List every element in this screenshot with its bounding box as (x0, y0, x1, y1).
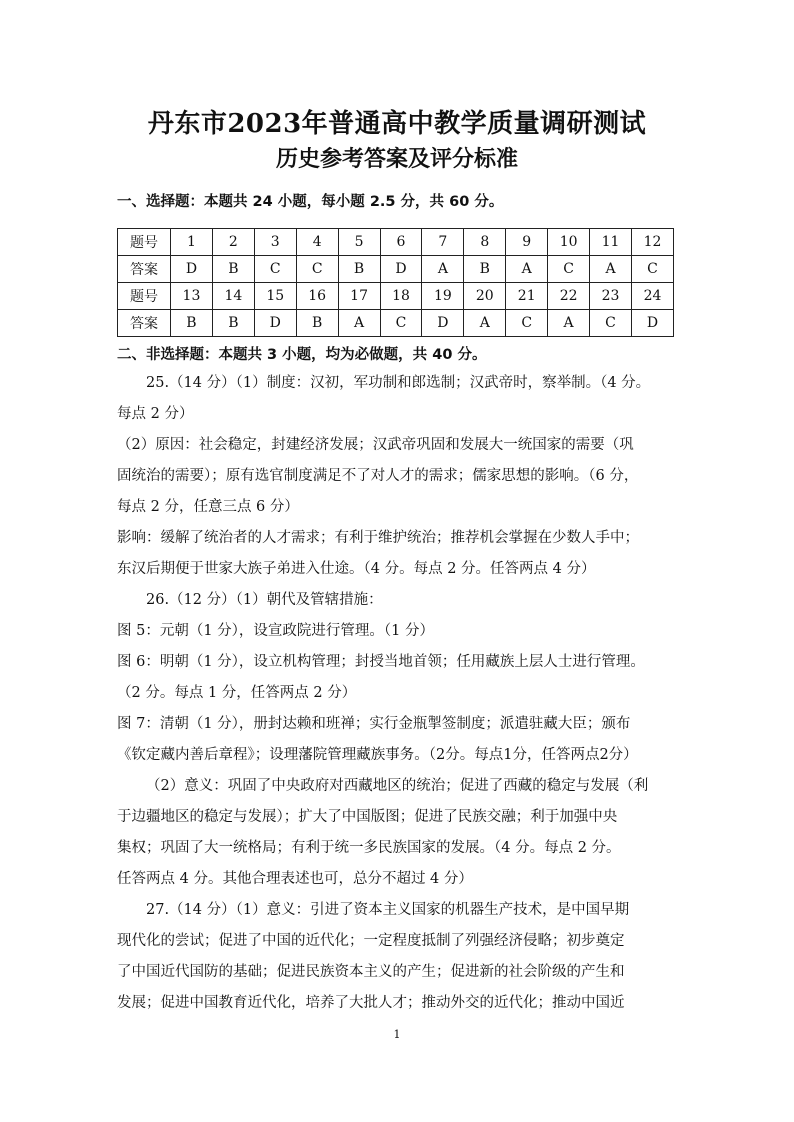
question-number: 14 (212, 283, 254, 310)
answer-cell: A (506, 256, 548, 283)
answer-cell: D (422, 310, 464, 337)
question-number: 17 (338, 283, 380, 310)
table-row (118, 256, 674, 283)
answer-cell: D (380, 256, 422, 283)
question-number: 11 (590, 229, 632, 256)
question-number: 10 (548, 229, 590, 256)
question-number: 5 (338, 229, 380, 256)
answer-cell: C (380, 310, 422, 337)
question-number: 16 (296, 283, 338, 310)
answer-cell: A (338, 310, 380, 337)
answer-cell: A (548, 310, 590, 337)
table-row (118, 310, 674, 337)
answer-cell: D (631, 310, 673, 337)
text-line: 影响：缓解了统治者的人才需求；有利于维护统治；推荐机会掌握在少数人手中； (117, 530, 639, 546)
document-title: 丹东市2023年普通高中教学质量调研测试 (147, 109, 647, 139)
table-row-label: 题号 (118, 229, 171, 256)
text-line: 26.（12 分）（1）朝代及管辖措施： (146, 592, 383, 608)
question-number: 24 (631, 283, 673, 310)
text-line: 每点 2 分，任意三点 6 分） (117, 499, 299, 515)
answer-cell: B (212, 256, 254, 283)
text-line: 每点 2 分） (117, 406, 194, 422)
question-number: 15 (254, 283, 296, 310)
question-number: 1 (171, 229, 213, 256)
table-row (118, 283, 674, 310)
answer-cell: B (171, 310, 213, 337)
question-number: 13 (171, 283, 213, 310)
answer-cell: C (631, 256, 673, 283)
answer-table (117, 228, 674, 337)
answer-cell: A (422, 256, 464, 283)
table-row-label: 答案 (118, 256, 171, 283)
document-subtitle: 历史参考答案及评分标准 (275, 146, 518, 172)
table-row-label: 题号 (118, 283, 171, 310)
text-line: （2）意义：巩固了中央政府对西藏地区的统治；促进了西藏的稳定与发展（利 (146, 778, 649, 794)
question-number: 6 (380, 229, 422, 256)
answer-cell: C (296, 256, 338, 283)
answer-cell: C (590, 310, 632, 337)
question-number: 4 (296, 229, 338, 256)
text-line: 于边疆地区的稳定与发展）；扩大了中国版图；促进了民族交融；利于加强中央 (117, 809, 618, 825)
question-number: 8 (464, 229, 506, 256)
question-number: 9 (506, 229, 548, 256)
table-row (118, 229, 674, 256)
answer-cell: A (590, 256, 632, 283)
table-row-label: 答案 (118, 310, 171, 337)
answer-cell: B (212, 310, 254, 337)
text-line: （2）原因：社会稳定，封建经济发展；汉武帝巩固和发展大一统国家的需要（巩 (117, 437, 634, 453)
text-line: 《钦定藏内善后章程》；设理藩院管理藏族事务。（2分。每点1分，任答两点2分） (117, 747, 638, 763)
question-number: 18 (380, 283, 422, 310)
text-line: 发展；促进中国教育近代化，培养了大批人才；推动外交的近代化；推动中国近 (117, 995, 625, 1011)
question-number: 21 (506, 283, 548, 310)
answer-cell: B (464, 256, 506, 283)
answer-cell: D (254, 310, 296, 337)
text-line: 任答两点 4 分。其他合理表述也可，总分不超过 4 分） (117, 871, 473, 887)
question-number: 12 (631, 229, 673, 256)
text-line: 了中国近代国防的基础；促进民族资本主义的产生；促进新的社会阶级的产生和 (117, 964, 625, 980)
text-line: 图 6：明朝（1 分），设立机构管理；封授当地首领；任用藏族上层人士进行管理。 (117, 654, 645, 670)
answer-cell: B (296, 310, 338, 337)
question-number: 19 (422, 283, 464, 310)
answer-cell: B (338, 256, 380, 283)
question-number: 2 (212, 229, 254, 256)
answer-cell: C (254, 256, 296, 283)
text-line: 图 5：元朝（1 分），设宣政院进行管理。（1 分） (117, 623, 435, 639)
question-number: 3 (254, 229, 296, 256)
text-line: 东汉后期便于世家大族子弟进入仕途。（4 分。每点 2 分。任答两点 4 分） (117, 561, 596, 577)
answer-body (117, 368, 677, 1019)
text-line: 集权；巩固了大一统格局；有利于统一多民族国家的发展。（4 分。每点 2 分。 (117, 840, 621, 856)
answer-cell: D (171, 256, 213, 283)
text-line: 图 7：清朝（1 分），册封达赖和班禅；实行金瓶掣签制度；派遣驻藏大臣；颁布 (117, 716, 631, 732)
text-line: 现代化的尝试；促进了中国的近代化；一定程度抵制了列强经济侵略；初步奠定 (117, 933, 625, 949)
question-number: 20 (464, 283, 506, 310)
text-line: 27.（14 分）（1）意义：引进了资本主义国家的机器生产技术，是中国早期 (146, 902, 630, 918)
answer-cell: C (506, 310, 548, 337)
question-number: 7 (422, 229, 464, 256)
answer-cell: C (548, 256, 590, 283)
text-line: 固统治的需要）；原有选官制度满足不了对人才的需求；儒家思想的影响。（6 分， (117, 468, 639, 484)
page-number: 1 (393, 1028, 401, 1041)
text-line: 25.（14 分）（1）制度：汉初，军功制和郎选制；汉武帝时，察举制。（4 分。 (146, 375, 651, 391)
section-heading-nonchoice: 二、非选择题：本题共 3 小题，均为必做题，共 40 分。 (117, 347, 487, 363)
question-number: 23 (590, 283, 632, 310)
question-number: 22 (548, 283, 590, 310)
answer-cell: A (464, 310, 506, 337)
text-line: （2 分。每点 1 分，任答两点 2 分） (117, 685, 357, 701)
section-heading-choice: 一、选择题：本题共 24 小题，每小题 2.5 分，共 60 分。 (117, 194, 504, 210)
